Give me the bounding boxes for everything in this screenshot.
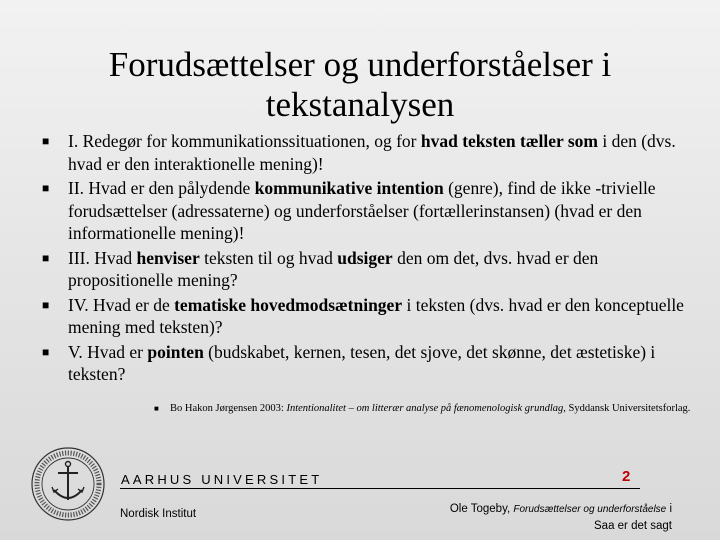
- bullet-text-run: i den (dvs. hvad er den interaktionelle mening)!: [68, 131, 676, 174]
- bullet-item: [40, 294, 690, 339]
- bullet-text-run: (budskabet, kernen, tesen, det sjove, det skønne, det æstetiske) i teksten?: [68, 341, 656, 384]
- bullet-item: [40, 130, 690, 175]
- bullet-item: [40, 341, 690, 386]
- institute-name: Nordisk Institut: [120, 508, 197, 520]
- footer-line2: Saa er det sagt: [594, 520, 672, 532]
- university-seal-logo: [30, 446, 106, 522]
- bullet-emphasis: henviser: [136, 247, 200, 268]
- square-bullet-icon: ■: [42, 134, 50, 148]
- bullet-text: [68, 131, 676, 174]
- bullet-emphasis: udsiger: [337, 247, 393, 268]
- footer-author: Ole Togeby,: [449, 503, 511, 515]
- reference-author: Bo Hakon Jørgensen 2003:: [170, 403, 287, 414]
- bullet-emphasis: tematiske hovedmodsætninger: [174, 294, 403, 315]
- footer-subtitle: Forudsættelser og underforståelse: [513, 504, 667, 515]
- footer-divider: [120, 488, 640, 489]
- bullet-list: [40, 130, 690, 388]
- bullet-emphasis: pointen: [147, 341, 204, 362]
- bullet-text: [68, 295, 684, 338]
- bullet-text-run: I. Redegør for kommunikationssituationen, og for: [68, 131, 421, 151]
- bullet-emphasis: kommunikative intention: [254, 178, 444, 198]
- bullet-text-run: den om det, dvs. hvad er den propositionelle mening?: [68, 247, 599, 290]
- bullet-text-run: (genre), find de ikke -trivielle forudsættelser (adressaterne) og underforståelser (fortællerinstansen) (hvad er den informationelle mening)!: [68, 178, 656, 243]
- reference-note: [152, 402, 700, 415]
- page-number: 2: [622, 468, 631, 485]
- square-bullet-icon: ■: [42, 297, 50, 312]
- footer-suffix: i: [669, 503, 672, 515]
- square-bullet-icon: ■: [42, 250, 50, 265]
- bullet-item: [40, 247, 690, 292]
- bullet-item: [40, 177, 690, 245]
- bullet-text-run: III. Hvad: [68, 247, 137, 268]
- square-bullet-icon: ■: [42, 344, 50, 359]
- bullet-text: [68, 342, 655, 385]
- university-name: AARHUS UNIVERSITET: [121, 472, 323, 487]
- bullet-text-run: teksten til og hvad: [199, 247, 338, 268]
- footer-credit: [450, 501, 672, 534]
- square-bullet-icon: ■: [154, 404, 159, 413]
- square-bullet-icon: ■: [42, 181, 50, 195]
- bullet-text: [68, 178, 656, 243]
- bullet-text-run: IV. Hvad er de: [68, 294, 175, 315]
- bullet-text-run: V. Hvad er: [68, 341, 148, 362]
- reference-publisher: , Syddansk Universitetsforlag.: [563, 403, 691, 414]
- bullet-emphasis: hvad teksten tæller som: [420, 131, 598, 151]
- bullet-text: [68, 248, 598, 291]
- bullet-text-run: II. Hvad er den pålydende: [68, 178, 255, 198]
- reference-work: Intentionalitet – om litterær analyse på fænomenologisk grundlag: [286, 403, 564, 414]
- slide-title: Forudsættelser og underforståelser i tekstanalysen: [108, 45, 612, 125]
- bullet-text-run: i teksten (dvs. hvad er den konceptuelle mening med teksten)?: [68, 294, 684, 337]
